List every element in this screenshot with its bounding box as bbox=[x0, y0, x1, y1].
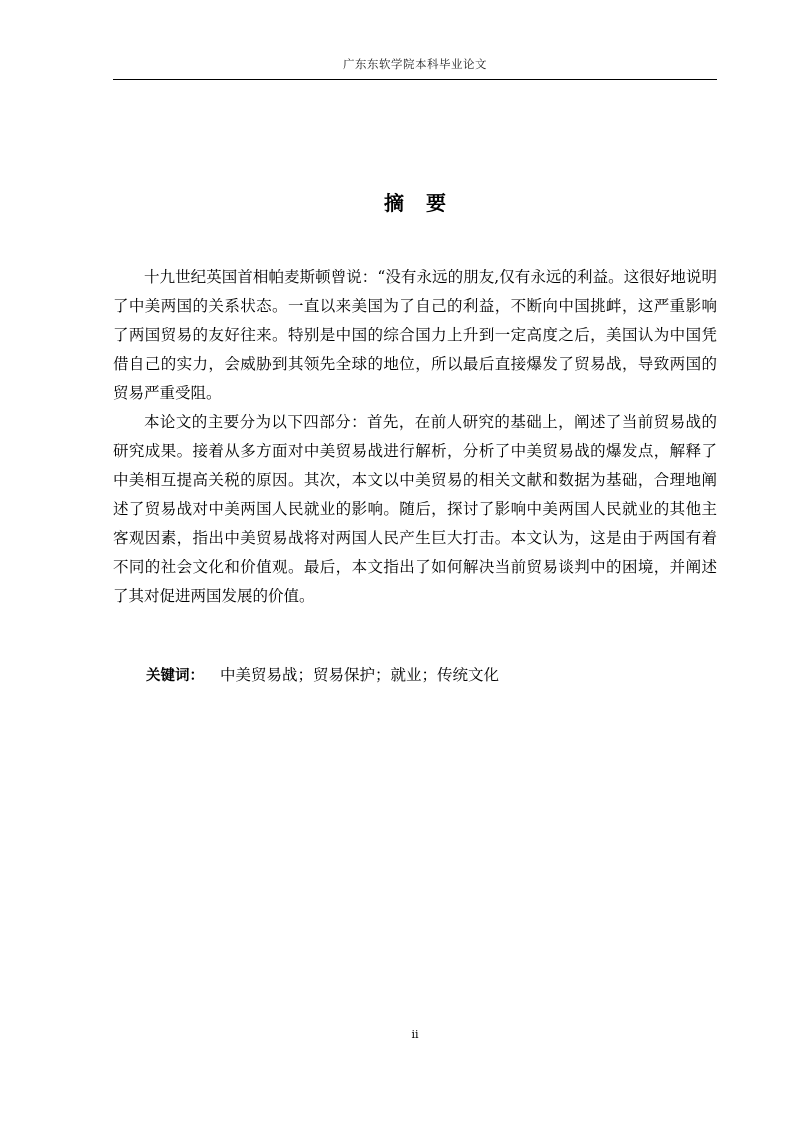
abstract-body bbox=[113, 263, 717, 611]
abstract-title-char-1: 摘 bbox=[384, 191, 404, 215]
abstract-title-char-2: 要 bbox=[426, 191, 446, 215]
page-number: ii bbox=[411, 1028, 419, 1041]
header-divider bbox=[113, 79, 717, 80]
running-header: 广东东软学院本科毕业论文 bbox=[343, 57, 487, 71]
keywords-value: 中美贸易战；贸易保护；就业；传统文化 bbox=[220, 666, 500, 684]
keywords-line bbox=[146, 664, 717, 687]
keywords-label: 关键词： bbox=[146, 668, 204, 684]
abstract-title bbox=[113, 187, 717, 216]
abstract-paragraph-1: 十九世纪英国首相帕麦斯顿曾说：“没有永远的朋友,仅有永远的利益。这很好地说明了中美两国的关系状态。一直以来美国为了自己的利益，不断向中国挑衅，这严重影响了两国贸易的友好往来。特别是中国的综合国力上升到一定高度之后，美国认为中国凭借自己的实力，会威胁到其领先全球的地位，所以最后直接爆发了贸易战，导致两国的贸易严重受阻。 bbox=[113, 268, 717, 402]
abstract-paragraph-2: 本论文的主要分为以下四部分：首先，在前人研究的基础上，阐述了当前贸易战的研究成果。接着从多方面对中美贸易战进行解析，分析了中美贸易战的爆发点，解释了中美相互提高关税的原因。其次，本文以中美贸易的相关文献和数据为基础，合理地阐述了贸易战对中美两国人民就业的影响。随后，探讨了影响中美两国人民就业的其他主客观因素，指出中美贸易战将对两国人民产生巨大打击。本文认为，这是由于两国有着不同的社会文化和价值观。最后，本文指出了如何解决当前贸易谈判中的困境，并阐述了其对促进两国发展的价值。 bbox=[113, 413, 717, 605]
